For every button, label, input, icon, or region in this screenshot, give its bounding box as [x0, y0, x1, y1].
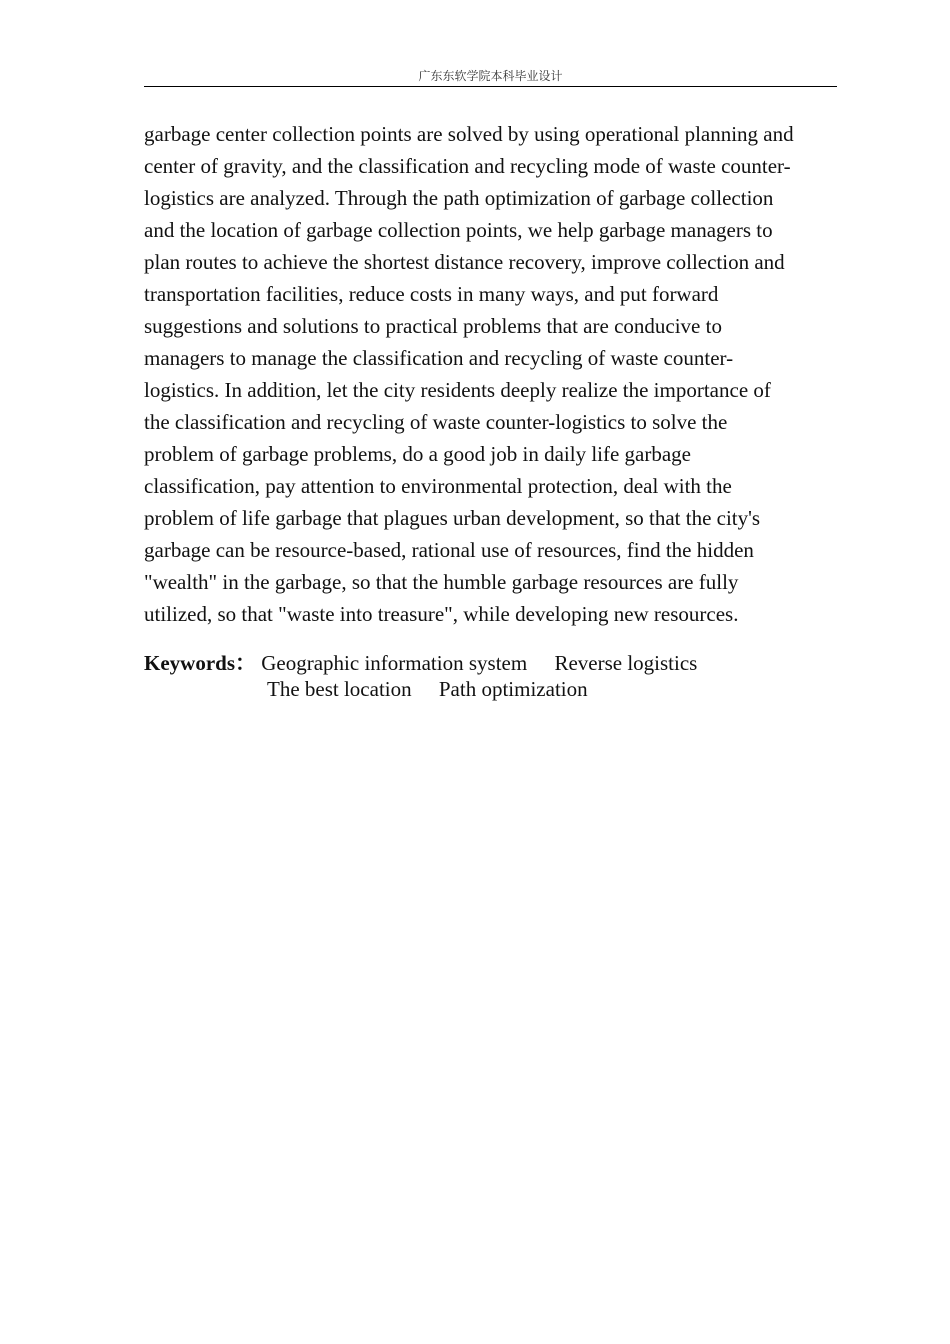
- keywords-row-1: [144, 650, 839, 676]
- abstract-line: managers to manage the classification and recycling of waste counter-: [144, 346, 734, 370]
- header-title: 广东东软学院本科毕业设计: [418, 69, 563, 83]
- abstract-line: problem of life garbage that plagues urban development, so that the city's: [144, 506, 761, 530]
- abstract-line: logistics are analyzed. Through the path optimization of garbage collection: [144, 186, 774, 210]
- keywords-section: [144, 650, 839, 702]
- abstract-line: garbage can be resource-based, rational use of resources, find the hidden: [144, 538, 754, 562]
- page-header: [144, 66, 837, 87]
- keywords-row-2: [144, 676, 839, 702]
- keyword-term: Geographic information system: [261, 651, 528, 675]
- keyword-term: Path optimization: [438, 677, 588, 701]
- keyword-term: The best location: [267, 677, 412, 701]
- abstract-line: logistics. In addition, let the city residents deeply realize the importance of: [144, 378, 771, 402]
- abstract-line: utilized, so that "waste into treasure", while developing new resources.: [144, 602, 739, 626]
- abstract-line: garbage center collection points are solved by using operational planning and: [144, 122, 794, 146]
- keywords-label: Keywords：: [144, 651, 256, 675]
- abstract-line: and the location of garbage collection points, we help garbage managers to: [144, 218, 773, 242]
- abstract-line: "wealth" in the garbage, so that the humble garbage resources are fully: [144, 570, 739, 594]
- abstract-line: problem of garbage problems, do a good job in daily life garbage: [144, 442, 692, 466]
- abstract-line: transportation facilities, reduce costs in many ways, and put forward: [144, 282, 719, 306]
- abstract-line: classification, pay attention to environmental protection, deal with the: [144, 474, 732, 498]
- keyword-term: Reverse logistics: [554, 651, 698, 675]
- abstract-line: the classification and recycling of waste counter-logistics to solve the: [144, 410, 728, 434]
- abstract-line: center of gravity, and the classification and recycling mode of waste counter-: [144, 154, 791, 178]
- abstract-line: suggestions and solutions to practical problems that are conducive to: [144, 314, 722, 338]
- abstract-body: [144, 118, 839, 630]
- abstract-line: plan routes to achieve the shortest distance recovery, improve collection and: [144, 250, 785, 274]
